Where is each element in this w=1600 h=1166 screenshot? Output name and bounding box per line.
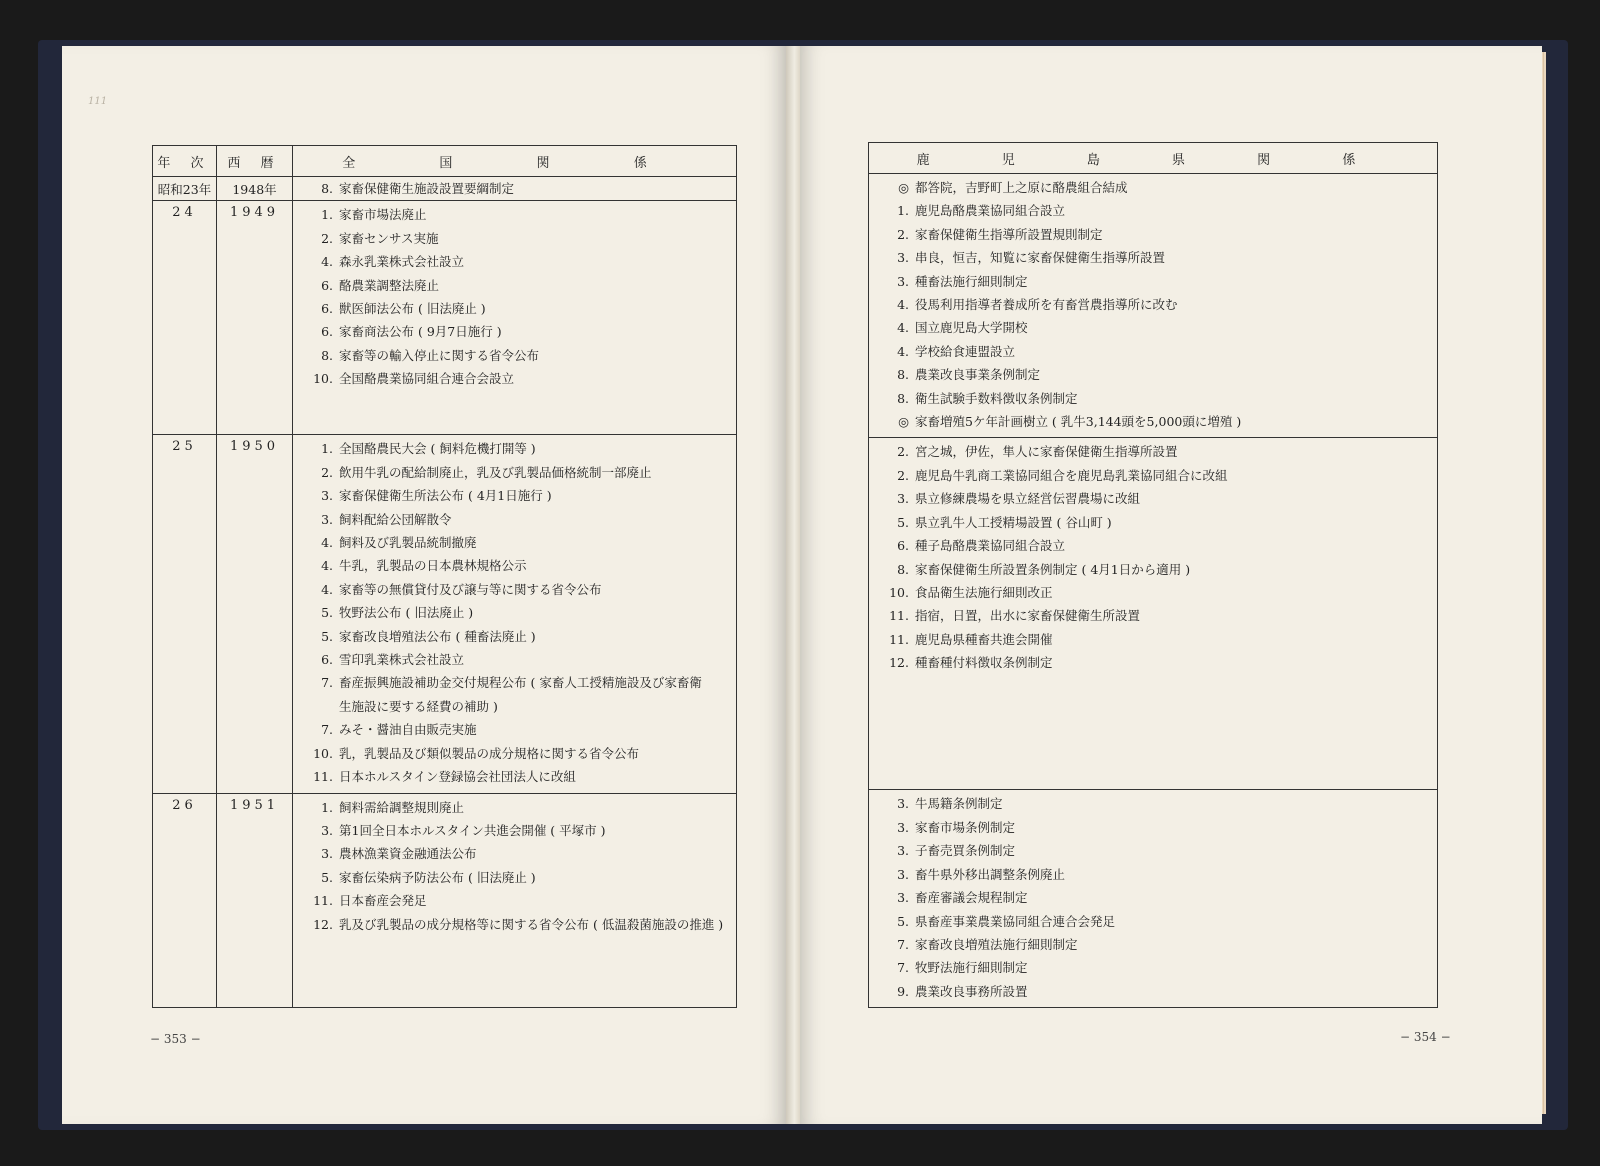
event-month: 6. bbox=[321, 324, 333, 340]
event-month: 10. bbox=[313, 371, 333, 387]
event-month: 11. bbox=[889, 608, 909, 624]
event-month: 8. bbox=[321, 181, 333, 196]
book-gutter bbox=[786, 46, 800, 1124]
event-month: 1. bbox=[321, 799, 333, 815]
event-text: 家畜伝染病予防法公布 ( 旧法廃止 ) bbox=[339, 869, 536, 885]
table-row bbox=[869, 790, 1438, 1008]
table-row bbox=[153, 793, 737, 1007]
event-text: 牛馬籍条例制定 bbox=[915, 796, 1003, 812]
event-month: 10. bbox=[313, 745, 333, 761]
event-text: 家畜改良増殖法公布 ( 種畜法廃止 ) bbox=[339, 628, 536, 644]
event-month: 3. bbox=[897, 491, 909, 507]
event-text: 役馬利用指導者養成所を有畜営農指導所に改む bbox=[915, 297, 1178, 313]
event-text: 鹿児島牛乳商工業協同組合を鹿児島乳業協同組合に改組 bbox=[915, 467, 1228, 483]
events-cell bbox=[293, 177, 737, 201]
event-text: 家畜保健衛生所設置条例制定 ( 4月1日から適用 ) bbox=[915, 561, 1191, 577]
events-cell bbox=[869, 790, 1438, 1008]
year-cell: 24 bbox=[153, 201, 217, 435]
event-text: 家畜増殖5ケ年計画樹立 ( 乳牛3,144頭を5,000頭に増殖 ) bbox=[915, 414, 1242, 430]
event-text: 家畜保健衛生施設設置要綱制定 bbox=[339, 181, 515, 196]
event-text: 種子島酪農業協同組合設立 bbox=[915, 538, 1066, 554]
event-text: 家畜等の輸入停止に関する省令公布 bbox=[339, 347, 540, 363]
event-text: 種畜法施行細則制定 bbox=[915, 273, 1028, 289]
event-text: 酪農業調整法廃止 bbox=[339, 277, 440, 293]
event-text: 日本畜産会発足 bbox=[339, 893, 427, 909]
event-month: 4. bbox=[321, 558, 333, 574]
event-month: 2. bbox=[897, 226, 909, 242]
event-text: 第1回全日本ホルスタイン共進会開催 ( 平塚市 ) bbox=[339, 822, 606, 838]
event-text: 子畜売買条例制定 bbox=[915, 843, 1016, 859]
event-text: 鹿児島県種畜共進会開催 bbox=[915, 631, 1053, 647]
event-month: 11. bbox=[313, 769, 333, 785]
event-text: 家畜保健衛生指導所設置規則制定 bbox=[915, 226, 1103, 242]
table-row bbox=[153, 435, 737, 793]
event-month: 4. bbox=[897, 343, 909, 359]
event-month: 3. bbox=[897, 866, 909, 882]
event-text: 県立修練農場を県立経営伝習農場に改組 bbox=[915, 491, 1141, 507]
header-kagoshima: 鹿 児 島 県 関 係 bbox=[869, 143, 1438, 174]
event-month: 2. bbox=[321, 230, 333, 246]
event-text: 串良，恒吉，知覧に家畜保健衛生指導所設置 bbox=[915, 250, 1166, 266]
event-month: 5. bbox=[321, 869, 333, 885]
event-text: 家畜市場法廃止 bbox=[339, 207, 427, 223]
event-text: 日本ホルスタイン登録協会社団法人に改組 bbox=[339, 769, 576, 785]
event-text: 学校給食連盟設立 bbox=[915, 343, 1016, 359]
event-text: 宮之城，伊佐，隼人に家畜保健衛生指導所設置 bbox=[915, 444, 1178, 460]
left-page-number: − 353 − bbox=[150, 1032, 201, 1046]
event-month: 8. bbox=[321, 347, 333, 363]
event-text: 乳及び乳製品の成分規格等に関する省令公布 ( 低温殺菌施設の推進 ) bbox=[339, 916, 724, 932]
event-text: 県畜産事業農業協同組合連合会発足 bbox=[915, 913, 1116, 929]
ad-cell: 1950 bbox=[217, 435, 293, 793]
event-text: 牛乳，乳製品の日本農林規格公示 bbox=[339, 558, 527, 574]
event-text: 雪印乳業株式会社設立 bbox=[339, 652, 465, 668]
ad-cell: 1951 bbox=[217, 793, 293, 1007]
event-month: 5. bbox=[897, 913, 909, 929]
event-text: 種畜種付料徴収条例制定 bbox=[915, 655, 1053, 671]
event-text: 国立鹿児島大学開校 bbox=[915, 320, 1028, 336]
year-cell: 26 bbox=[153, 793, 217, 1007]
event-month: ◎ bbox=[898, 414, 909, 430]
event-month: 11. bbox=[889, 631, 909, 647]
event-month: 3. bbox=[321, 511, 333, 527]
event-month: 2. bbox=[897, 467, 909, 483]
event-month: 6. bbox=[897, 538, 909, 554]
event-month: 7. bbox=[321, 675, 333, 691]
events-cell bbox=[293, 435, 737, 793]
events-cell bbox=[869, 438, 1438, 790]
event-text: 指宿，日置，出水に家畜保健衛生所設置 bbox=[915, 608, 1141, 624]
event-month: 3. bbox=[897, 890, 909, 906]
event-month: 12. bbox=[313, 916, 333, 932]
event-text: 都答院，吉野町上之原に酪農組合結成 bbox=[915, 180, 1128, 195]
table-row bbox=[869, 438, 1438, 790]
event-month: 3. bbox=[321, 822, 333, 838]
events-cell bbox=[293, 201, 737, 435]
header-year: 年 次 bbox=[153, 146, 217, 177]
event-month: 3. bbox=[321, 846, 333, 862]
event-month: 5. bbox=[897, 514, 909, 530]
event-month: 11. bbox=[313, 893, 333, 909]
event-month: 4. bbox=[897, 297, 909, 313]
event-month: 8. bbox=[897, 561, 909, 577]
event-month: 7. bbox=[897, 960, 909, 976]
event-month: 4. bbox=[897, 320, 909, 336]
event-month: 2. bbox=[897, 444, 909, 460]
kagoshima-timeline-table bbox=[868, 142, 1438, 1008]
event-text: 畜産振興施設補助金交付規程公布 ( 家畜人工授精施設及び家畜衛 bbox=[339, 675, 702, 691]
event-text: 家畜市場条例制定 bbox=[915, 819, 1016, 835]
event-month: 6. bbox=[321, 301, 333, 317]
ad-cell: 1948年 bbox=[217, 177, 293, 201]
event-month: 2. bbox=[321, 464, 333, 480]
event-month: 6. bbox=[321, 652, 333, 668]
event-month: 7. bbox=[321, 722, 333, 738]
event-month: 4. bbox=[321, 581, 333, 597]
header-national: 全 国 関 係 bbox=[293, 146, 737, 177]
right-page-number: − 354 − bbox=[1400, 1030, 1451, 1044]
event-month: 8. bbox=[897, 390, 909, 406]
event-text: 飼料及び乳製品統制撤廃 bbox=[339, 535, 477, 551]
year-cell: 25 bbox=[153, 435, 217, 793]
event-month: 6. bbox=[321, 277, 333, 293]
events-cell bbox=[293, 793, 737, 1007]
event-month: ◎ bbox=[898, 180, 909, 195]
year-cell: 昭和23年 bbox=[153, 177, 217, 201]
event-text: 牧野法施行細則制定 bbox=[915, 960, 1028, 976]
event-text: 獣医師法公布 ( 旧法廃止 ) bbox=[339, 301, 486, 317]
event-text: 家畜保健衛生所法公布 ( 4月1日施行 ) bbox=[339, 488, 552, 504]
event-text: 農業改良事務所設置 bbox=[915, 983, 1028, 999]
event-text: 農林漁業資金融通法公布 bbox=[339, 846, 477, 862]
table-row bbox=[869, 174, 1438, 438]
event-month: 12. bbox=[889, 655, 909, 671]
event-text: 飼料配給公団解散令 bbox=[339, 511, 452, 527]
event-month: 1. bbox=[897, 203, 909, 219]
table-row bbox=[153, 201, 737, 435]
events-cell bbox=[869, 174, 1438, 438]
event-month: 7. bbox=[897, 936, 909, 952]
event-text: 衛生試験手数料徴収条例制定 bbox=[915, 390, 1078, 406]
event-month: 4. bbox=[321, 254, 333, 270]
event-text: 飲用牛乳の配給制廃止，乳及び乳製品価格統制一部廃止 bbox=[339, 464, 652, 480]
event-month: 10. bbox=[889, 584, 909, 600]
event-text: 農業改良事業条例制定 bbox=[915, 367, 1041, 383]
event-month: 5. bbox=[321, 605, 333, 621]
event-text: みそ・醤油自由販売実施 bbox=[339, 722, 477, 738]
event-month: 3. bbox=[897, 819, 909, 835]
table-row bbox=[153, 177, 737, 201]
event-month: 5. bbox=[321, 628, 333, 644]
event-month: 1. bbox=[321, 207, 333, 223]
event-text: 畜牛県外移出調整条例廃止 bbox=[915, 866, 1066, 882]
event-text: 全国酪農業協同組合連合会設立 bbox=[339, 371, 515, 387]
event-text: 家畜改良増殖法施行細則制定 bbox=[915, 936, 1078, 952]
event-text: 飼料需給調整規則廃止 bbox=[339, 799, 465, 815]
event-month: 1. bbox=[321, 441, 333, 457]
event-text: 森永乳業株式会社設立 bbox=[339, 254, 465, 270]
event-month: 3. bbox=[897, 843, 909, 859]
event-month: 3. bbox=[897, 796, 909, 812]
event-text: 全国酪農民大会 ( 飼料危機打開等 ) bbox=[339, 441, 536, 457]
national-timeline-table bbox=[152, 145, 737, 1008]
event-text: 乳，乳製品及び類似製品の成分規格に関する省令公布 bbox=[339, 745, 640, 761]
event-month: 3. bbox=[897, 273, 909, 289]
event-month: 8. bbox=[897, 367, 909, 383]
event-month: 9. bbox=[897, 983, 909, 999]
event-month: 3. bbox=[897, 250, 909, 266]
pencil-mark: 111 bbox=[88, 96, 108, 107]
event-text: 鹿児島酪農業協同組合設立 bbox=[915, 203, 1066, 219]
event-text: 食品衛生法施行細則改正 bbox=[915, 584, 1053, 600]
event-text: 県立乳牛人工授精場設置 ( 谷山町 ) bbox=[915, 514, 1112, 530]
event-month: 4. bbox=[321, 535, 333, 551]
event-text: 家畜センサス実施 bbox=[339, 230, 439, 246]
event-month: 3. bbox=[321, 488, 333, 504]
event-text: 家畜商法公布 ( 9月7日施行 ) bbox=[339, 324, 502, 340]
header-ad: 西 暦 bbox=[217, 146, 293, 177]
event-text: 生施設に要する経費の補助 ) bbox=[339, 698, 498, 714]
event-text: 牧野法公布 ( 旧法廃止 ) bbox=[339, 605, 474, 621]
ad-cell: 1949 bbox=[217, 201, 293, 435]
event-text: 家畜等の無償貸付及び譲与等に関する省令公布 bbox=[339, 581, 602, 597]
event-text: 畜産審議会規程制定 bbox=[915, 890, 1028, 906]
